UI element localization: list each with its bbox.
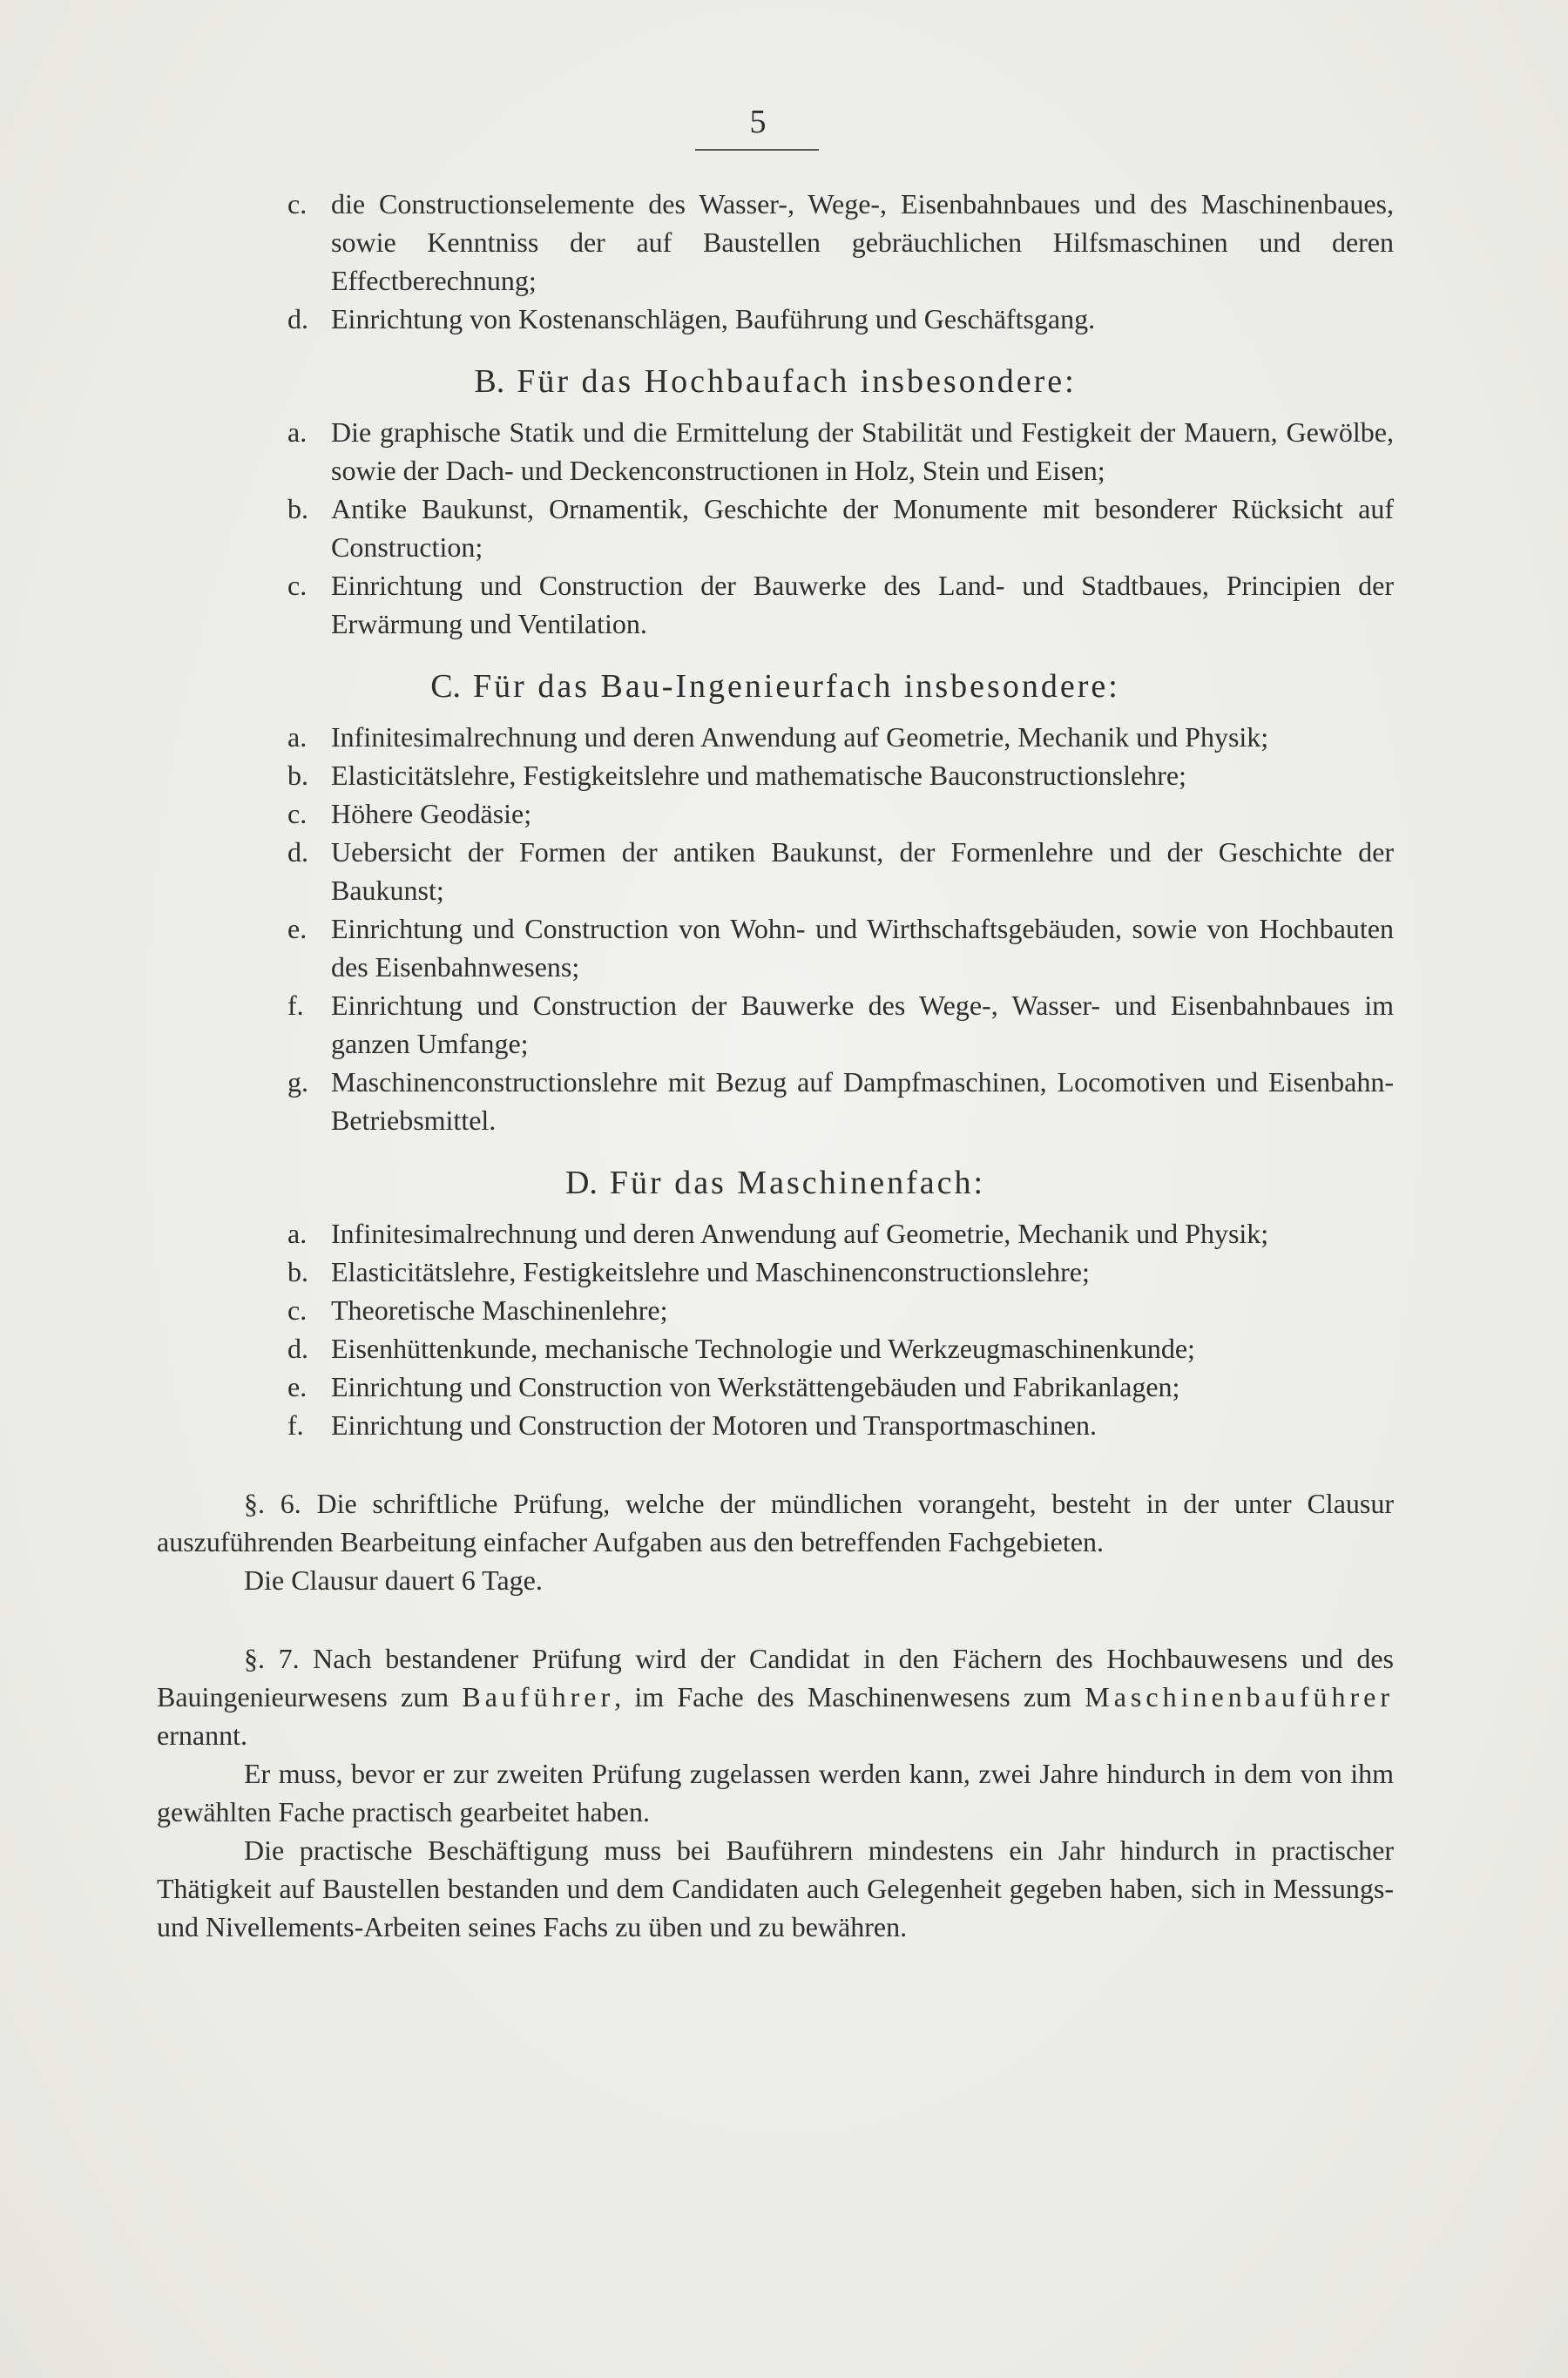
section-letter: D. (564, 1165, 598, 1201)
list-item-d-c (157, 1291, 1394, 1329)
paragraph-7-part1: §. 7. Nach bestandener Prüfung wird der Candidat in den Fächern des Hochbauwesens und des Bauingenieurwesens zum (157, 1643, 1394, 1713)
item-text: Infinitesimalrechnung und deren Anwendung auf Geometrie, Mechanik und Physik; (331, 1218, 1269, 1249)
item-letter: a. (287, 1218, 308, 1249)
item-letter: c. (287, 798, 308, 829)
paragraph-6: §. 6. Die schriftliche Prüfung, welche der mündlichen vorangeht, besteht in der unter Clausur auszuführenden Bearbeitung einfacher Aufgaben aus den betreffenden Fachgebieten. (157, 1488, 1394, 1557)
item-text: Die graphische Statik und die Ermittelung der Stabilität und Festigkeit der Mauern, Gewölbe, sowie der Dach- und Deckenconstructionen in Holz, Stein und Eisen; (331, 416, 1394, 486)
page-number-rule (695, 149, 819, 151)
list-item-c-g (157, 1063, 1394, 1139)
paragraph-7-second: Er muss, bevor er zur zweiten Prüfung zugelassen werden kann, zwei Jahre hindurch in dem von ihm gewählten Fache practisch gearbeitet haben. (157, 1758, 1394, 1827)
list-item-c-c (157, 794, 1394, 833)
item-text: Einrichtung und Construction der Motoren und Transportmaschinen. (331, 1409, 1098, 1441)
item-text: Einrichtung und Construction der Bauwerke des Wege-, Wasser- und Eisenbahnbaues im ganzen Umfange; (331, 990, 1394, 1059)
item-letter: e. (287, 1371, 308, 1402)
list-item-a-c (157, 185, 1394, 300)
paragraph-7 (157, 1639, 1394, 1754)
section-title: Für das Bau-Ingenieurfach insbesondere: (473, 668, 1120, 705)
list-item-d-e (157, 1368, 1394, 1406)
item-letter: c. (287, 570, 308, 601)
paragraph-7-part2: , im Fache des Maschinenwesens zum (614, 1681, 1072, 1713)
item-text: Uebersicht der Formen der antiken Baukunst, der Formenlehre und der Geschichte der Baukunst; (331, 836, 1394, 906)
list-item-c-f (157, 986, 1394, 1063)
item-text: Einrichtung von Kostenanschlägen, Bauführung und Geschäftsgang. (331, 303, 1096, 334)
item-text: Antike Baukunst, Ornamentik, Geschichte der Monumente mit besonderer Rücksicht auf Construction; (331, 493, 1394, 563)
item-letter: b. (287, 760, 308, 791)
list-item-a-d (157, 300, 1394, 338)
section-letter: B. (474, 363, 505, 400)
item-text: Elasticitätslehre, Festigkeitslehre und mathematische Bauconstructionslehre; (331, 760, 1186, 791)
page-body (157, 185, 1394, 1946)
item-letter: d. (287, 303, 308, 334)
list-item-b-a (157, 413, 1394, 490)
section-title: Für das Maschinenfach: (609, 1165, 986, 1201)
item-text: Einrichtung und Construction von Werkstättengebäuden und Fabrikanlagen; (331, 1371, 1180, 1402)
item-text: Höhere Geodäsie; (331, 798, 532, 829)
list-item-c-d (157, 833, 1394, 909)
list-item-c-a (157, 718, 1394, 756)
section-heading-d (157, 1162, 1394, 1204)
item-letter: d. (287, 836, 308, 868)
list-item-d-a (157, 1214, 1394, 1253)
item-letter: d. (287, 1333, 308, 1364)
paragraph-6-duration: Die Clausur dauert 6 Tage. (244, 1564, 543, 1596)
item-letter: b. (287, 1256, 308, 1287)
item-text: Einrichtung und Construction der Bauwerke des Land- und Stadtbaues, Principien der Erwärmung und Ventilation. (331, 570, 1394, 639)
item-letter: b. (287, 493, 308, 524)
item-letter: f. (287, 990, 304, 1021)
list-item-c-b (157, 756, 1394, 794)
paragraph-7-third: Die practische Beschäftigung muss bei Bauführern mindestens ein Jahr hindurch in practischer Thätigkeit auf Baustellen bestanden und dem Candidaten auch Gelegenheit gegeben haben, sich in Messungs- und Nivellements-Arbeiten seines Fachs zu üben und zu bewähren. (157, 1834, 1394, 1942)
list-item-d-d (157, 1329, 1394, 1368)
item-text: Maschinenconstructionslehre mit Bezug auf Dampfmaschinen, Locomotiven und Eisenbahn-Betriebsmittel. (331, 1066, 1394, 1136)
item-text: Theoretische Maschinenlehre; (331, 1294, 668, 1326)
item-text: Eisenhüttenkunde, mechanische Technologie und Werkzeugmaschinenkunde; (331, 1333, 1195, 1364)
item-letter: a. (287, 721, 308, 753)
section-title: Für das Hochbaufach insbesondere: (517, 363, 1077, 400)
item-letter: e. (287, 913, 308, 944)
list-item-b-b (157, 490, 1394, 566)
item-letter: c. (287, 188, 308, 220)
title-bauführer: Bauführer (462, 1681, 615, 1713)
list-item-d-b (157, 1253, 1394, 1291)
section-heading-c (157, 665, 1394, 707)
item-letter: c. (287, 1294, 308, 1326)
page-number: 5 (749, 104, 767, 140)
item-letter: a. (287, 416, 308, 448)
item-text: Einrichtung und Construction von Wohn- und Wirthschaftsgebäuden, sowie von Hochbauten des Eisenbahnwesens; (331, 913, 1394, 983)
item-text: Infinitesimalrechnung und deren Anwendung auf Geometrie, Mechanik und Physik; (331, 721, 1269, 753)
title-maschinenbauführer: Maschinenbauführer (1085, 1681, 1395, 1713)
section-heading-b (157, 361, 1394, 402)
list-item-b-c (157, 566, 1394, 643)
item-text: Elasticitätslehre, Festigkeitslehre und Maschinenconstructionslehre; (331, 1256, 1090, 1287)
list-item-d-f (157, 1406, 1394, 1444)
item-letter: g. (287, 1066, 308, 1098)
list-item-c-e (157, 909, 1394, 986)
item-letter: f. (287, 1409, 304, 1441)
section-letter: C. (430, 668, 462, 705)
paragraph-7-part3: ernannt. (157, 1719, 247, 1751)
item-text: die Constructionselemente des Wasser-, Wege-, Eisenbahnbaues und des Maschinenbaues, sowie Kenntniss der auf Baustellen gebräuchlichen Hilfsmaschinen und deren Effectberechnung; (331, 188, 1394, 296)
